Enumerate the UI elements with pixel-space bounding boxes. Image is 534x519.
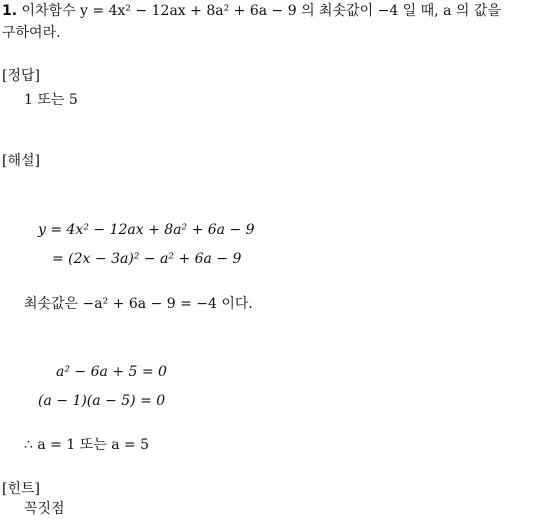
answer-text: 1 또는 5 [24,92,78,108]
solution-statement: 최솟값은 −a² + 6a − 9 = −4 이다. [24,296,253,312]
answer-section-label: [정답] [2,68,40,84]
solution-conclusion: ∴ a = 1 또는 a = 5 [24,437,150,453]
solution-equation-1: y = 4x² − 12ax + 8a² + 6a − 9 [38,222,255,238]
solution-section-label: [해설] [2,153,40,169]
solution-equation-4: (a − 1)(a − 5) = 0 [38,393,166,409]
question-text-1: 이차함수 y = 4x² − 12ax + 8a² + 6a − 9 의 최솟값이 −4 일 때, a 의 값을 [21,3,501,19]
question-line-2: 구하여라. [2,25,61,41]
solution-equation-2: = (2x − 3a)² − a² + 6a − 9 [52,251,242,267]
solution-equation-3: a² − 6a + 5 = 0 [56,364,167,380]
hint-text: 꼭짓점 [24,501,65,517]
question-line-1 [2,2,501,20]
hint-section-label: [힌트] [2,481,40,497]
question-number: 1. [2,3,18,19]
